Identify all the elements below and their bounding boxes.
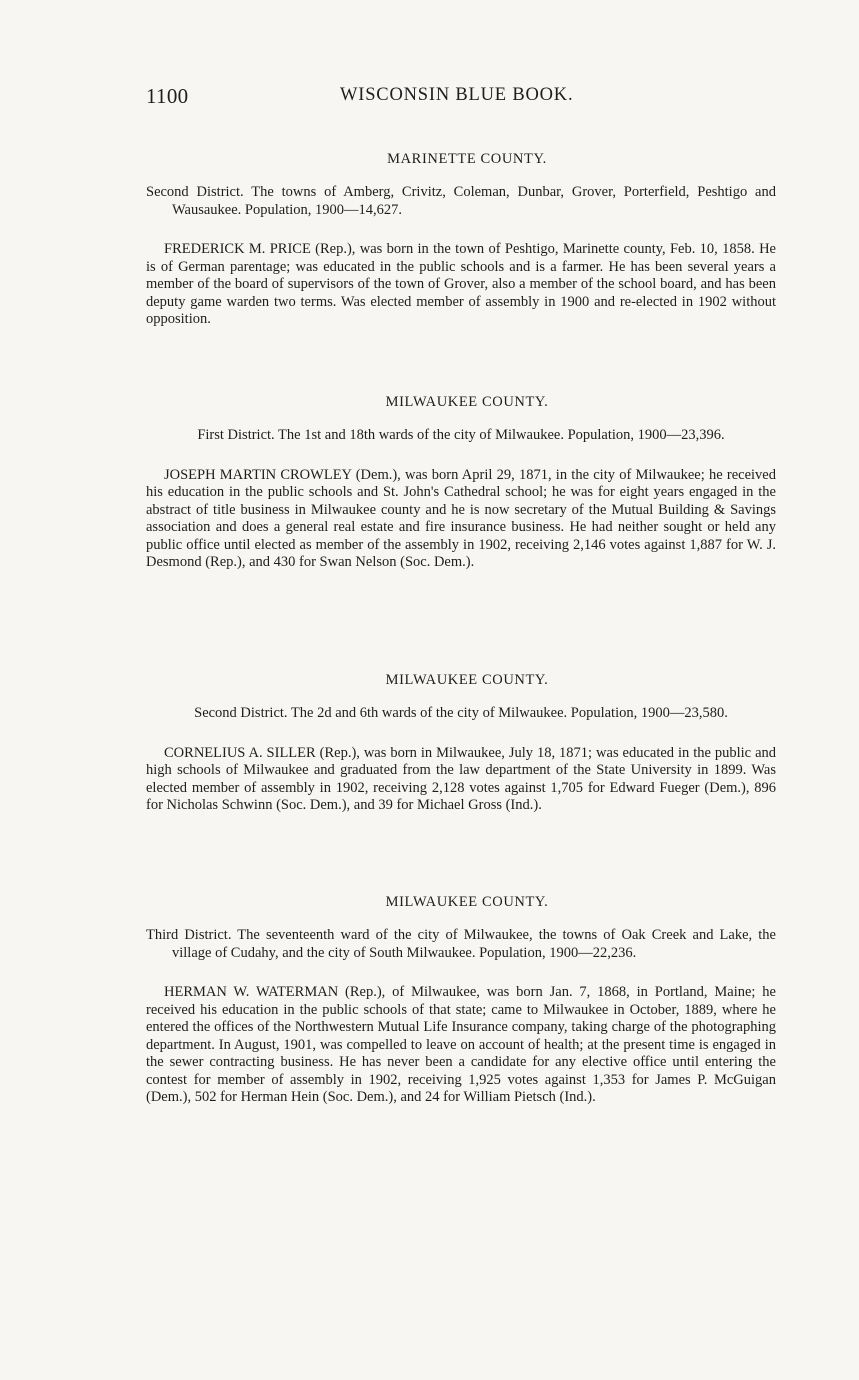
section-milwaukee-third	[146, 894, 776, 1107]
member-biography: CORNELIUS A. SILLER (Rep.), was born in Milwaukee, July 18, 1871; was educated in the public and high schools of Milwaukee and graduated from the law department of the State University in 1899. Was elected member of assembly in 1902, receiving 2,128 votes against 1,705 for Edward Fueger (Dem.), 896 for Nicholas Schwinn (Soc. Dem.), and 39 for Michael Gross (Ind.).	[146, 744, 776, 813]
section-marinette-second	[146, 151, 776, 329]
section-milwaukee-second	[146, 672, 776, 815]
district-description: Third District. The seventeenth ward of the city of Milwaukee, the towns of Oak Creek and Lake, the village of Cudahy, and the city of South Milwaukee. Population, 1900—22,236.	[146, 927, 776, 961]
county-heading: MARINETTE COUNTY.	[387, 151, 547, 167]
county-heading: MILWAUKEE COUNTY.	[385, 672, 549, 688]
member-biography: JOSEPH MARTIN CROWLEY (Dem.), was born April 29, 1871, in the city of Milwaukee; he received his education in the public schools and St. John's Cathedral school; he was for eight years engaged in the abstract of title business in Milwaukee county and he is now secretary of the Mutual Building & Savings association and does a general real estate and fire insurance business. He had neither sought or held any public office until elected as member of the assembly in 1902, receiving 2,146 votes against 1,887 for W. J. Desmond (Rep.), and 430 for Swan Nelson (Soc. Dem.).	[146, 466, 776, 570]
member-biography: HERMAN W. WATERMAN (Rep.), of Milwaukee, was born Jan. 7, 1868, in Portland, Maine; he received his education in the public schools of that state; came to Milwaukee in October, 1889, where he entered the offices of the Northwestern Mutual Life Insurance company, taking charge of the photographing department. In August, 1901, was compelled to leave on account of health; at the present time is engaged in the sewer contracting business. He has never been a candidate for any elective office until entering the contest for member of assembly in 1902, receiving 1,925 votes against 1,353 for James P. McGuigan (Dem.), 502 for Herman Hein (Soc. Dem.), and 24 for William Pietsch (Ind.).	[146, 984, 776, 1105]
district-description: First District. The 1st and 18th wards of the city of Milwaukee. Population, 1900—23,396.	[197, 427, 725, 443]
district-description: Second District. The 2d and 6th wards of the city of Milwaukee. Population, 1900—23,580.	[194, 705, 728, 721]
member-biography: FREDERICK M. PRICE (Rep.), was born in the town of Peshtigo, Marinette county, Feb. 10, 1858. He is of German parentage; was educated in the public schools and is a farmer. He has been several years a member of the board of supervisors of the town of Grover, also a member of the school board, and has been deputy game warden two terms. Was elected member of assembly in 1900 and re-elected in 1902 without opposition.	[146, 241, 776, 327]
county-heading: MILWAUKEE COUNTY.	[385, 894, 549, 910]
page-number: 1100	[146, 84, 189, 108]
book-title: WISCONSIN BLUE BOOK.	[340, 85, 574, 105]
district-description: Second District. The towns of Amberg, Crivitz, Coleman, Dunbar, Grover, Porterfield, Peshtigo and Wausaukee. Population, 1900—14,627.	[146, 184, 776, 218]
county-heading: MILWAUKEE COUNTY.	[385, 394, 549, 410]
section-milwaukee-first	[146, 394, 776, 572]
running-head	[146, 84, 776, 110]
